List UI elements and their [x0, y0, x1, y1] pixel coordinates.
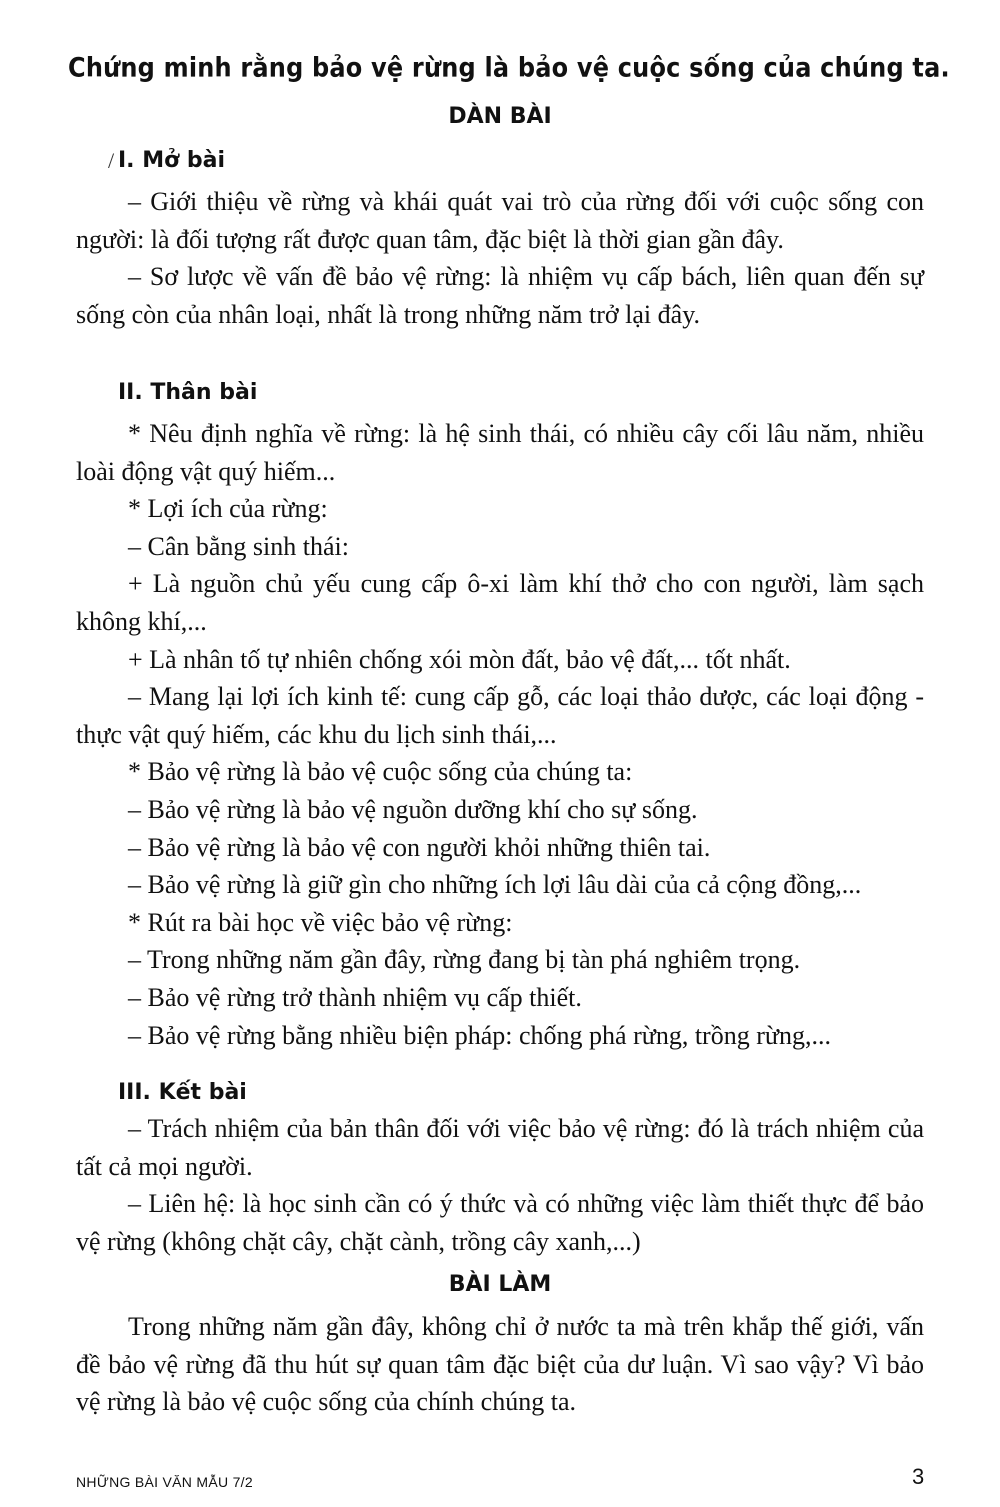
body-paragraph: – Bảo vệ rừng là giữ gìn cho những ích lợi lâu dài của cả cộng đồng,...: [128, 870, 862, 900]
body-heading: II. Thân bài: [118, 380, 258, 405]
conclusion-section: [76, 1110, 924, 1260]
conclusion-paragraph: – Liên hệ: là học sinh cần có ý thức và có những việc làm thiết thực để bảo vệ rừng (không chặt cây, chặt cành, trồng cây xanh,...): [76, 1189, 924, 1256]
book-title-footer: NHỮNG BÀI VĂN MẪU 7/2: [76, 1474, 253, 1490]
body-paragraph: – Bảo vệ rừng bằng nhiều biện pháp: chống phá rừng, trồng rừng,...: [128, 1020, 831, 1050]
body-paragraph: * Lợi ích của rừng:: [128, 494, 328, 524]
pen-mark: /: [108, 148, 115, 173]
intro-paragraph: – Sơ lược về vấn đề bảo vệ rừng: là nhiệm vụ cấp bách, liên quan đến sự sống còn của nhân loại, nhất là trong những năm trở lại đây.: [76, 262, 924, 329]
body-paragraph: * Bảo vệ rừng là bảo vệ cuộc sống của chúng ta:: [128, 757, 633, 787]
body-paragraph: * Nêu định nghĩa về rừng: là hệ sinh thái, có nhiều cây cối lâu năm, nhiều loài động vật quý hiếm...: [76, 419, 924, 486]
body-paragraph: – Bảo vệ rừng là bảo vệ con người khỏi những thiên tai.: [128, 832, 711, 862]
body-paragraph: – Bảo vệ rừng là bảo vệ nguồn dưỡng khí cho sự sống.: [128, 794, 698, 824]
outline-heading: DÀN BÀI: [448, 104, 552, 129]
body-paragraph: – Bảo vệ rừng trở thành nhiệm vụ cấp thiết.: [128, 982, 582, 1012]
intro-paragraph: – Giới thiệu về rừng và khái quát vai trò của rừng đối với cuộc sống con người: là đối tượng rất được quan tâm, đặc biệt là thời gian gần đây.: [76, 187, 924, 254]
body-paragraph: + Là nguồn chủ yếu cung cấp ô-xi làm khí thở cho con người, làm sạch không khí,...: [76, 569, 924, 636]
body-paragraph: – Mang lại lợi ích kinh tế: cung cấp gỗ, các loại thảo dược, các loại động - thực vật quý hiếm, các khu du lịch sinh thái,...: [76, 682, 924, 749]
essay-section: [76, 1308, 924, 1421]
body-section: [76, 415, 924, 1054]
body-paragraph: + Là nhân tố tự nhiên chống xói mòn đất, bảo vệ đất,... tốt nhất.: [128, 644, 791, 674]
body-paragraph: * Rút ra bài học về việc bảo vệ rừng:: [128, 907, 513, 937]
page-number: 3: [912, 1464, 925, 1489]
body-paragraph: – Cân bằng sinh thái:: [128, 531, 349, 561]
essay-prompt-title: Chứng minh rằng bảo vệ rừng là bảo vệ cuộc sống của chúng ta.: [68, 52, 950, 84]
intro-heading: I. Mở bài: [118, 148, 226, 173]
conclusion-paragraph: – Trách nhiệm của bản thân đối với việc bảo vệ rừng: đó là trách nhiệm của tất cả mọi người.: [76, 1114, 924, 1181]
essay-heading: BÀI LÀM: [448, 1272, 552, 1297]
essay-paragraph: Trong những năm gần đây, không chỉ ở nước ta mà trên khắp thế giới, vấn đề bảo vệ rừng đã thu hút sự quan tâm đặc biệt của dư luận. Vì sao vậy? Vì bảo vệ rừng là bảo vệ cuộc sống của chính chúng ta.: [76, 1312, 924, 1417]
body-paragraph: – Trong những năm gần đây, rừng đang bị tàn phá nghiêm trọng.: [128, 945, 801, 975]
intro-section: [76, 183, 924, 333]
conclusion-heading: III. Kết bài: [118, 1080, 247, 1105]
